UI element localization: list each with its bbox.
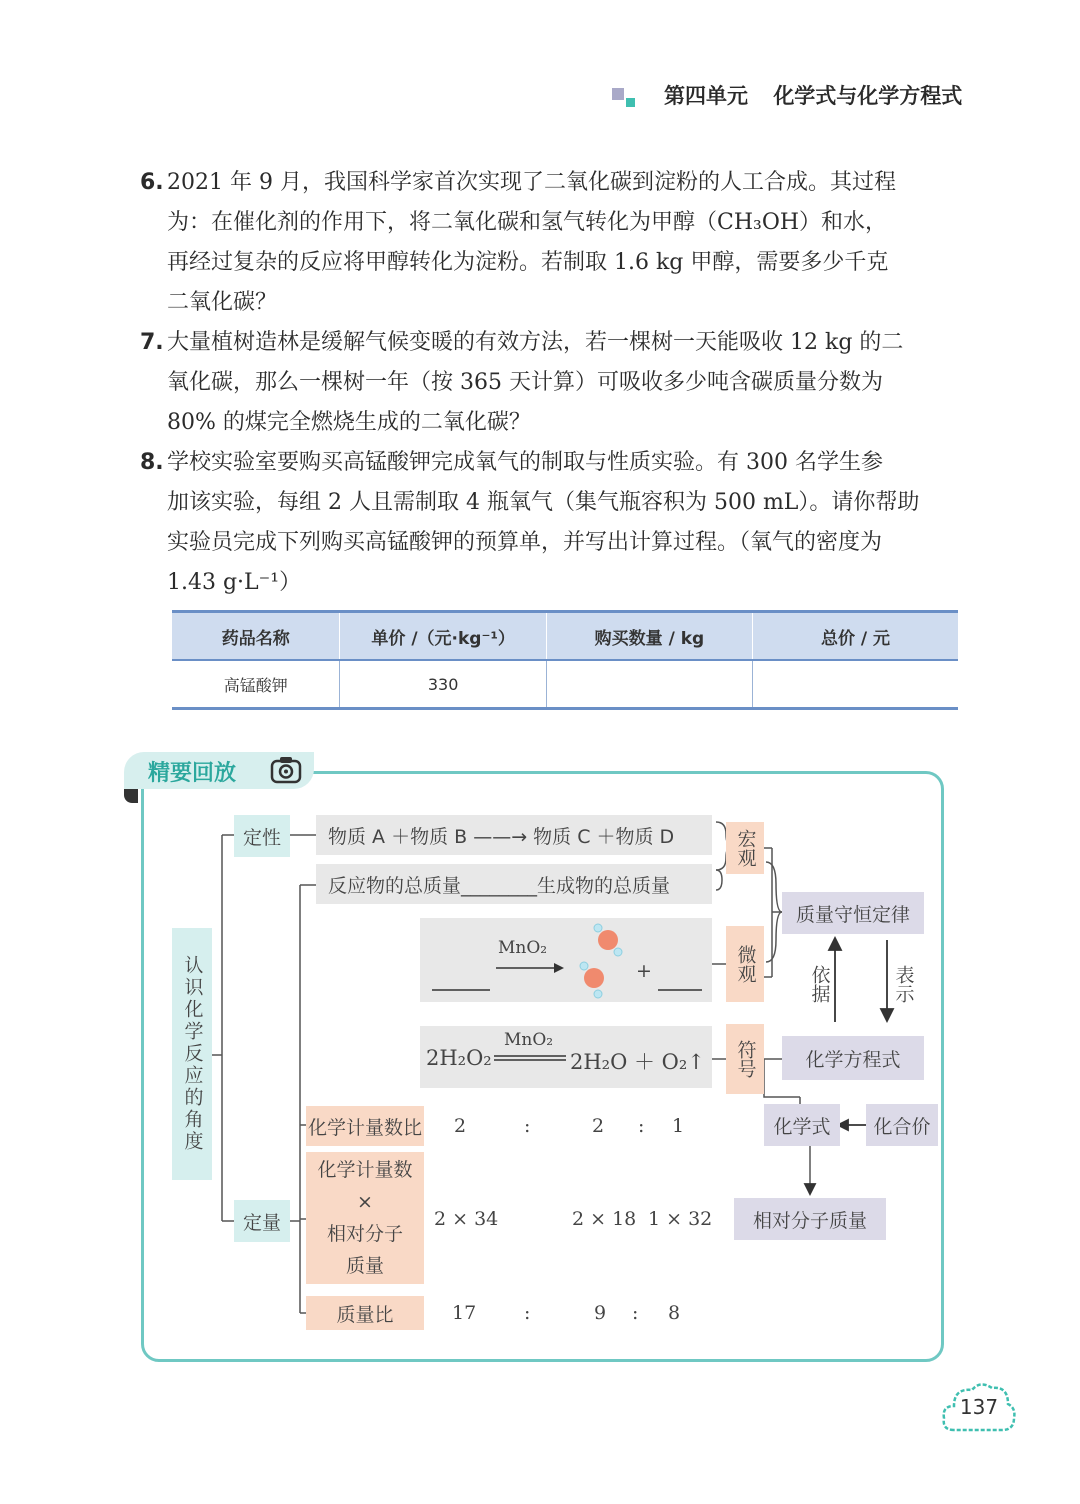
- chemical-equation: 化学方程式: [782, 1036, 924, 1080]
- coef-ratio-value: 1: [672, 1115, 685, 1137]
- page-number: 137: [959, 1395, 999, 1419]
- general-reaction: 物质 A ＋物质 B ——→ 物质 C ＋物质 D: [316, 815, 712, 855]
- coef-mass-value: 2 × 18: [572, 1208, 637, 1230]
- question-number: 8.: [140, 450, 164, 475]
- question-line: 为：在催化剂的作用下，将二氧化碳和氢气转化为甲醇（CH₃OH）和水，: [167, 210, 888, 235]
- question-line: 80% 的煤完全燃烧生成的二氧化碳？: [167, 410, 531, 435]
- basis-label: 依据: [808, 965, 831, 1003]
- coef-mass-value: 2 × 34: [434, 1208, 499, 1230]
- question-line: 2021 年 9 月，我国科学家首次实现了二氧化碳到淀粉的人工合成。其过程: [167, 170, 896, 195]
- ratio-colon: :: [638, 1115, 645, 1137]
- ratio-colon: :: [524, 1302, 531, 1324]
- coefficient-ratio-label: 化学计量数比: [306, 1106, 424, 1146]
- question-line: 1.43 g·L⁻¹）: [167, 570, 302, 595]
- table-header-cell: 购买数量 / kg: [546, 612, 752, 661]
- mass-ratio-label: 质量比: [306, 1296, 424, 1330]
- qualitative-label: 定性: [234, 815, 290, 857]
- mass-relation: 反应物的总质量________生成物的总质量: [316, 864, 712, 904]
- question-line: 学校实验室要购买高锰酸钾完成氧气的制取与性质实验。有 300 名学生参: [167, 450, 883, 475]
- oxygen-atom-icon: [584, 968, 604, 988]
- question-line: 二氧化碳？: [167, 290, 278, 315]
- ratio-colon: :: [632, 1302, 639, 1324]
- unit-label: 第四单元: [664, 84, 748, 108]
- table-header-cell: 总价 / 元: [752, 612, 958, 661]
- chemical-formula: 化学式: [764, 1104, 840, 1146]
- mass-ratio-value: 8: [668, 1302, 681, 1324]
- coefficient-mass-label: 化学计量数 × 相对分子 质量: [306, 1152, 424, 1284]
- equation-catalyst: MnO₂: [504, 1030, 554, 1050]
- coef-ratio-value: 2: [454, 1115, 467, 1137]
- mass-ratio-value: 17: [452, 1302, 477, 1324]
- coef-mass-value: 1 × 32: [648, 1208, 713, 1230]
- question-line: 大量植树造林是缓解气候变暖的有效方法，若一棵树一天能吸收 12 kg 的二: [167, 330, 904, 355]
- question-number: 7.: [140, 330, 164, 355]
- table-cell: 高锰酸钾: [172, 660, 340, 709]
- conservation-law: 质量守恒定律: [782, 892, 924, 934]
- equation-equals-sign: [494, 1054, 566, 1062]
- review-title: 精要回放: [148, 761, 237, 786]
- micro-scheme-graphic: [420, 918, 712, 1002]
- main-concept-label: [172, 928, 212, 1180]
- question-number: 6.: [140, 170, 164, 195]
- micro-catalyst: MnO₂: [498, 938, 548, 958]
- coef-ratio-value: 2: [592, 1115, 605, 1137]
- question-line: 加该实验，每组 2 人且需制取 4 瓶氧气（集气瓶容积为 500 mL）。请你帮助: [167, 490, 920, 515]
- table-header-cell: 单价 /（元·kg⁻¹）: [340, 612, 547, 661]
- equation-left: 2H₂O₂: [426, 1046, 492, 1070]
- table-cell: 330: [340, 660, 547, 709]
- ratio-colon: :: [524, 1115, 531, 1137]
- oxygen-atom-icon: [598, 930, 618, 950]
- question-line: 氧化碳，那么一棵树一年（按 365 天计算）可吸收多少吨含碳质量分数为: [167, 370, 883, 395]
- macro-label: 宏观: [726, 822, 764, 874]
- question-line: 再经过复杂的反应将甲醇转化为淀粉。若制取 1.6 kg 甲醇，需要多少千克: [167, 250, 889, 275]
- symbol-label: 符号: [726, 1024, 764, 1094]
- quantitative-label: 定量: [234, 1200, 290, 1242]
- main-concept-text: 认识化学反应的角度: [181, 955, 204, 1153]
- equation-right: 2H₂O ＋ O₂↑: [570, 1050, 705, 1074]
- micro-plus: +: [636, 960, 652, 982]
- table-header-cell: 药品名称: [172, 612, 340, 661]
- express-label: 表示: [892, 965, 915, 1003]
- micro-label: 微观: [726, 926, 764, 1002]
- relative-molecular-mass: 相对分子质量: [734, 1198, 886, 1240]
- unit-title: 化学式与化学方程式: [773, 84, 963, 108]
- valence: 化合价: [866, 1104, 938, 1146]
- question-line: 实验员完成下列购买高锰酸钾的预算单，并写出计算过程。（氧气的密度为: [167, 530, 883, 555]
- mass-ratio-value: 9: [594, 1302, 607, 1324]
